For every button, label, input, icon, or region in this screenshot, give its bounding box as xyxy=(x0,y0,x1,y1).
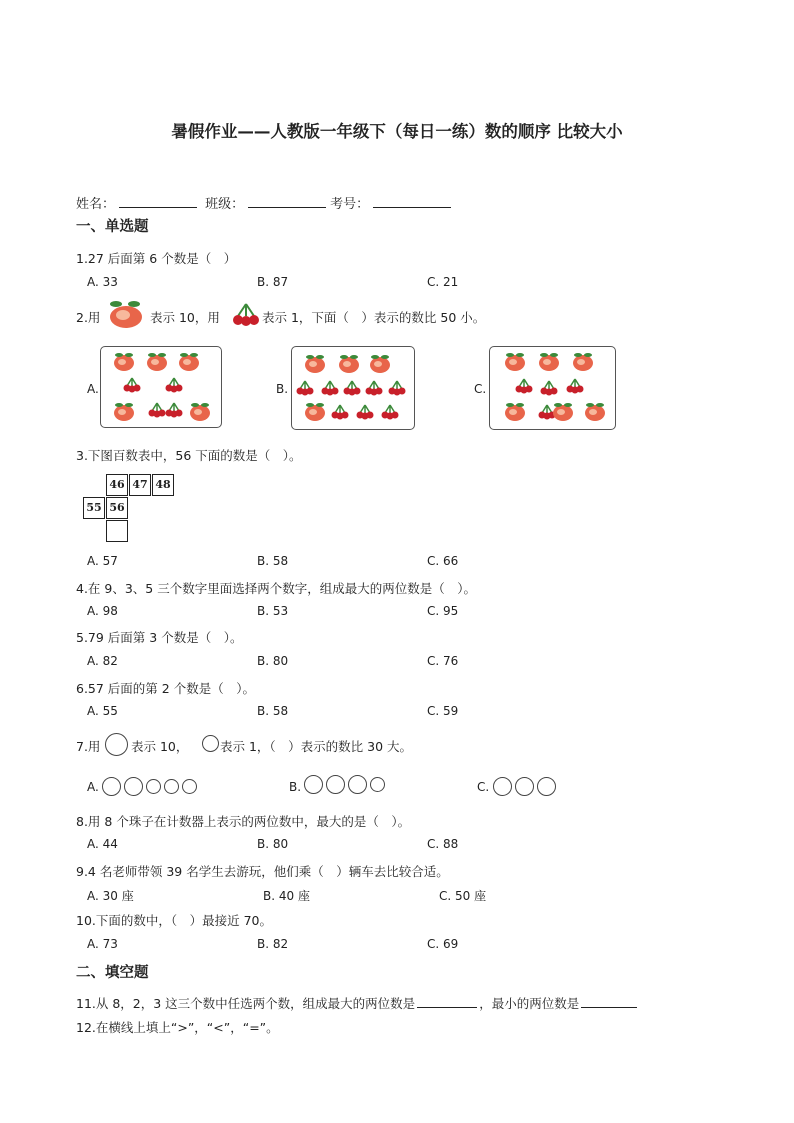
cherry-icon xyxy=(539,405,556,420)
q1-option-b[interactable]: B. 87 xyxy=(257,275,289,289)
name-label: 姓名： xyxy=(76,197,116,212)
cherry-icon xyxy=(541,381,558,396)
q7-text-2: 表示 10， xyxy=(131,739,189,754)
q5-option-b[interactable]: B. 80 xyxy=(257,654,289,668)
peach-icon xyxy=(505,403,525,421)
question-8: 8.用 8 个珠子在计数器上表示的两位数中，最大的是（ ）。 xyxy=(76,814,411,829)
q10-option-b[interactable]: B. 82 xyxy=(257,937,289,951)
q2-option-b[interactable]: B. xyxy=(276,382,289,396)
question-4: 4.在 9、3、5 三个数字里面选择两个数字，组成最大的两位数是（ ）。 xyxy=(76,581,476,596)
big-circle-icon xyxy=(493,777,512,796)
q1-option-c[interactable]: C. 21 xyxy=(427,275,459,289)
hundred-cell-47: 47 xyxy=(129,474,151,496)
q7-option-c[interactable]: C. xyxy=(477,780,490,794)
cherry-icon xyxy=(382,405,399,420)
q5-option-a[interactable]: A. 82 xyxy=(87,654,118,668)
q2-option-a[interactable]: A. xyxy=(87,382,99,396)
cherry-icon xyxy=(366,381,383,396)
big-circle-icon xyxy=(105,733,128,756)
hundred-cell-55: 55 xyxy=(83,497,105,519)
q11-text-2: ，最小的两位数是 xyxy=(479,996,580,1011)
section-single-choice: 一、单选题 xyxy=(76,219,149,235)
q8-option-b[interactable]: B. 80 xyxy=(257,837,289,851)
q10-option-c[interactable]: C. 69 xyxy=(427,937,459,951)
q3-option-b[interactable]: B. 58 xyxy=(257,554,289,568)
q4-option-c[interactable]: C. 95 xyxy=(427,604,459,618)
q9-option-a[interactable]: A. 30 座 xyxy=(87,889,134,903)
q4-option-a[interactable]: A. 98 xyxy=(87,604,118,618)
page-title: 暑假作业——人教版一年级下（每日一练）数的顺序 比较大小 xyxy=(171,122,623,141)
cherry-icon xyxy=(166,378,183,393)
big-circle-icon xyxy=(326,775,345,794)
cherry-icon xyxy=(322,381,339,396)
peach-icon xyxy=(305,403,325,421)
cherry-icon xyxy=(124,378,141,393)
question-5: 5.79 后面第 3 个数是（ ）。 xyxy=(76,630,243,645)
question-1: 1.27 后面第 6 个数是（ ） xyxy=(76,251,237,266)
question-9: 9.4 名老师带领 39 名学生去游玩，他们乘（ ）辆车去比较合适。 xyxy=(76,864,449,879)
peach-icon xyxy=(114,403,134,421)
cherry-icon xyxy=(166,403,183,418)
peach-icon xyxy=(505,353,525,371)
small-circle-icon xyxy=(370,777,385,792)
small-circle-icon xyxy=(202,735,219,752)
q7-circles-c xyxy=(493,777,559,796)
q7-option-b[interactable]: B. xyxy=(289,780,302,794)
class-label: 班级： xyxy=(205,197,245,212)
question-11 xyxy=(76,994,639,1012)
peach-icon xyxy=(585,403,605,421)
q7-text-1: 7.用 xyxy=(76,739,101,754)
q6-option-b[interactable]: B. 58 xyxy=(257,704,289,718)
q7-circles-a xyxy=(102,777,200,796)
peach-icon xyxy=(190,403,210,421)
big-circle-icon xyxy=(124,777,143,796)
q5-option-c[interactable]: C. 76 xyxy=(427,654,459,668)
cherry-icon xyxy=(344,381,361,396)
big-circle-icon xyxy=(304,775,323,794)
peach-icon xyxy=(114,353,134,371)
cherry-icon xyxy=(567,379,584,394)
peach-icon xyxy=(573,353,593,371)
peach-icon xyxy=(305,355,325,373)
q8-option-c[interactable]: C. 88 xyxy=(427,837,459,851)
hundred-cell-56: 56 xyxy=(106,497,128,519)
q11-blank-max[interactable] xyxy=(417,995,477,1008)
q6-option-c[interactable]: C. 59 xyxy=(427,704,459,718)
peach-icon xyxy=(147,353,167,371)
q4-option-b[interactable]: B. 53 xyxy=(257,604,289,618)
peach-icon xyxy=(179,353,199,371)
peach-icon xyxy=(539,353,559,371)
q7-circles-b xyxy=(304,775,388,794)
q3-option-c[interactable]: C. 66 xyxy=(427,554,459,568)
q2-text-3: 表示 1，下面（ ）表示的数比 50 小。 xyxy=(262,310,486,325)
q8-option-a[interactable]: A. 44 xyxy=(87,837,118,851)
cherry-icon xyxy=(332,405,349,420)
big-circle-icon xyxy=(348,775,367,794)
q9-option-b[interactable]: B. 40 座 xyxy=(263,889,310,903)
cherry-icon xyxy=(297,381,314,396)
question-10: 10.下面的数中，（ ）最接近 70。 xyxy=(76,913,273,928)
q2-text-1: 2.用 xyxy=(76,310,101,325)
question-3: 3.下图百数表中，56 下面的数是（ ）。 xyxy=(76,448,302,463)
peach-icon xyxy=(370,355,390,373)
q2-text-2: 表示 10，用 xyxy=(150,310,220,325)
big-circle-icon xyxy=(515,777,534,796)
q2-option-c[interactable]: C. xyxy=(474,382,487,396)
q7-text-3: 表示 1，（ ）表示的数比 30 大。 xyxy=(220,739,413,754)
q7-option-a[interactable]: A. xyxy=(87,780,99,794)
hundred-cell-48: 48 xyxy=(152,474,174,496)
q6-option-a[interactable]: A. 55 xyxy=(87,704,118,718)
peach-icon xyxy=(553,403,573,421)
cherry-icon xyxy=(357,405,374,420)
cherry-icon xyxy=(149,403,166,418)
big-circle-icon xyxy=(102,777,121,796)
question-12: 12.在横线上填上“>”，“<”，“=”。 xyxy=(76,1020,279,1035)
big-circle-icon xyxy=(537,777,556,796)
q10-option-a[interactable]: A. 73 xyxy=(87,937,118,951)
small-circle-icon xyxy=(146,779,161,794)
cherry-icon xyxy=(516,379,533,394)
q11-text-1: 11.从 8，2，3 这三个数中任选两个数，组成最大的两位数是 xyxy=(76,996,416,1011)
small-circle-icon xyxy=(182,779,197,794)
peach-icon xyxy=(339,355,359,373)
section-fill-blank: 二、填空题 xyxy=(76,965,149,981)
exam-label: 考号： xyxy=(330,197,370,212)
hundred-cell-blank xyxy=(106,520,128,542)
q3-option-a[interactable]: A. 57 xyxy=(87,554,118,568)
q11-blank-min[interactable] xyxy=(581,995,637,1008)
hundred-cell-46: 46 xyxy=(106,474,128,496)
q9-option-c[interactable]: C. 50 座 xyxy=(439,889,487,903)
question-6: 6.57 后面的第 2 个数是（ ）。 xyxy=(76,681,255,696)
q1-option-a[interactable]: A. 33 xyxy=(87,275,118,289)
small-circle-icon xyxy=(164,779,179,794)
cherry-icon xyxy=(389,381,406,396)
